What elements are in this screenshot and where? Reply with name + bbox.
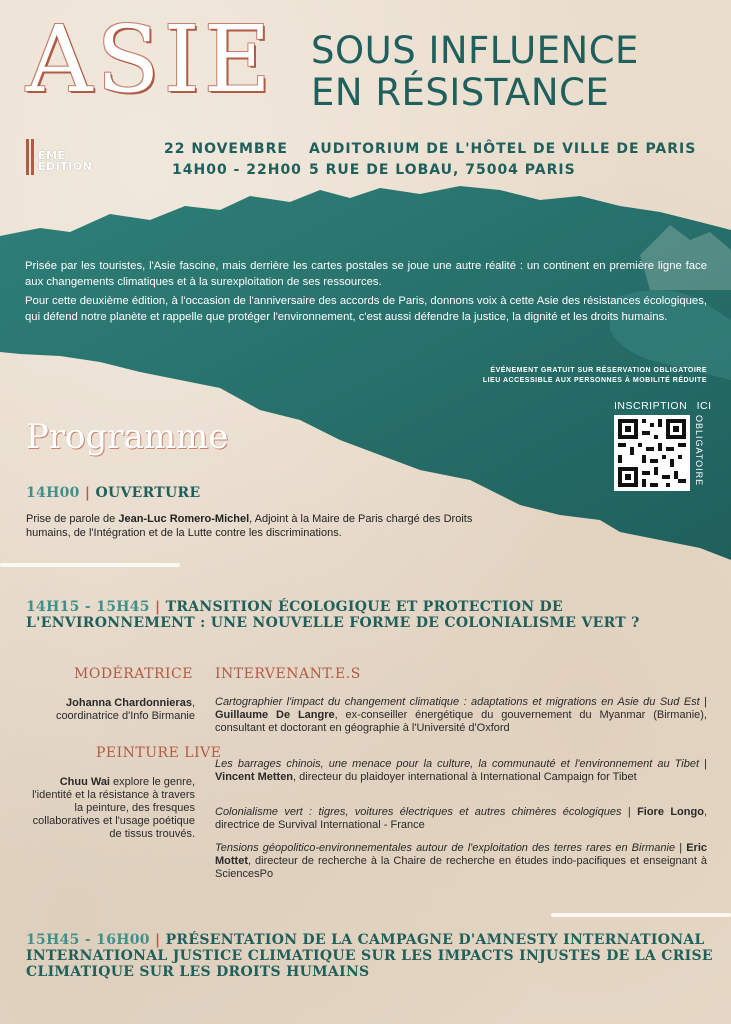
talk-item: Cartographier l'impact du changement climatique : adaptations et migrations en Asie du Sud Est | Guillaume De Langre, ex-conseiller énergétique du gouvernement du Myanmar (Birmanie), consultant et doctorant en géographie à l'Université d'Oxford	[215, 696, 707, 734]
peinture-artist-name: Chuu Wai	[59, 776, 110, 788]
edition-line-2: EDITION	[38, 160, 93, 173]
slot-2-time: 14H15 - 15H45	[26, 599, 150, 615]
talk-item: Colonialisme vert : tigres, voitures électriques et autres chimères écologiques | Fiore Longo, directrice de Survival International - France	[215, 806, 707, 831]
talk-speaker: Guillaume De Langre	[215, 709, 335, 721]
slot-1-description	[26, 512, 486, 540]
slot-3-title: PRÉSENTATION DE LA CAMPAGNE D'AMNESTY INTERNATIONAL INTERNATIONAL JUSTICE CLIMATIQUE SUR LES IMPACTS INJUSTES DE LA CRISE CLIMATIQUE SUR LES DROITS HUMAINS	[26, 932, 713, 980]
peinture-text: explore le genre, l'identité et la résistance à travers la peinture, des fresques collaboratives et l'usage poétique de tissus trouvés.	[32, 776, 195, 840]
subtitle-line-2: EN RÉSISTANCE	[311, 71, 610, 114]
qr-code-icon[interactable]	[614, 415, 690, 491]
slot-3-time: 15H45 - 16H00	[26, 932, 150, 948]
talk-speaker: Fiore Longo	[637, 806, 704, 818]
talk-speaker: Eric Mottet	[215, 842, 707, 867]
intro-paragraph-2: Pour cette deuxième édition, à l'occasion de l'anniversaire des accords de Paris, donnons voix à cette Asie des résistances écologiques, qui défend notre planète et rappelle que protéger l'environnement, c'est aussi défendre la justice, la dignité et les droits humains.	[25, 295, 707, 323]
slot-1-text-post: , Adjoint à la Maire de Paris chargé des Droits humains, de l'Intégration et de la Lutte contre les discriminations.	[26, 513, 473, 539]
main-title: ASIE	[26, 6, 275, 113]
event-address: 5 RUE DE LOBAU, 75004 PARIS	[309, 162, 576, 178]
subtitle-line-1: SOUS INFLUENCE	[311, 29, 639, 72]
slot-2-title: TRANSITION ÉCOLOGIQUE ET PROTECTION DE L'ENVIRONNEMENT : UNE NOUVELLE FORME DE COLONIALISME VERT ?	[26, 599, 640, 631]
accessibility-note: LIEU ACCESSIBLE AUX PERSONNES À MOBILITÉ RÉDUITE	[482, 377, 707, 384]
edition-roman-mark	[31, 139, 34, 175]
slot-1-heading: 14H00 | OUVERTURE	[26, 485, 201, 501]
talk-item: Tensions géopolitico-environnementales autour de l'exploitation des terres rares en Birmanie | Eric Mottet, directeur de recherche à la Chaire de recherche en études indo-pacifiques et enseignant à SciencesPo	[215, 842, 707, 880]
inscription-link[interactable]: ICI	[696, 400, 712, 412]
moderatrice-role: coordinatrice d'Info Birmanie	[55, 710, 195, 722]
talk-role: , directeur de recherche à la Chaire de recherche en études indo-pacifiques et enseignant à SciencesPo	[215, 855, 707, 880]
talk-role: , directrice de Survival International - France	[215, 806, 707, 831]
talk-item: Les barrages chinois, une menace pour la culture, la communauté et l'environnement au Tibet | Vincent Metten, directeur du plaidoyer international à International Campaign for Tibet	[215, 758, 707, 783]
programme-title: Programme	[26, 417, 229, 457]
moderatrice-info: Johanna Chardonnieras, coordinatrice d'Info Birmanie	[55, 697, 195, 722]
event-hours: 14H00 - 22H00	[172, 162, 302, 178]
slot-2-heading: 14H15 - 15H45 | TRANSITION ÉCOLOGIQUE ET PROTECTION DE L'ENVIRONNEMENT : UNE NOUVELLE FORME DE COLONIALISME VERT ?	[26, 599, 640, 631]
talk-speaker: Vincent Metten	[215, 771, 294, 783]
free-event-note: ÉVÉNEMENT GRATUIT SUR RÉSERVATION OBLIGATOIRE	[490, 367, 707, 374]
slot-1-speaker: Jean-Luc Romero-Michel	[118, 513, 250, 525]
event-date: 22 NOVEMBRE	[164, 141, 288, 157]
intro-paragraph-1: Prisée par les touristes, l'Asie fascine, mais derrière les cartes postales se joue une autre réalité : un continent en première ligne face aux changements climatiques et à la surexploitation de ses ressources.	[25, 260, 707, 288]
edition-roman-mark	[26, 139, 29, 175]
edition-label	[38, 150, 92, 172]
talk-role: , ex-conseiller énergétique du gouvernement du Myanmar (Birmanie), consultant et doctorant en géographie à l'Université d'Oxford	[215, 709, 707, 734]
intervenants-heading: INTERVENANT.E.S	[215, 666, 361, 682]
talk-title: Tensions géopolitico-environnementales autour de l'exploitation des terres rares en Birmanie	[215, 842, 676, 854]
event-venue: AUDITORIUM DE L'HÔTEL DE VILLE DE PARIS	[309, 141, 697, 157]
inscription-text: INSCRIPTION	[614, 400, 688, 412]
obligatoire-vertical-label: OBLIGATOIRE	[694, 415, 704, 487]
slot-1-title: OUVERTURE	[95, 485, 201, 501]
slot-1-time: 14H00	[26, 485, 80, 501]
moderatrice-name: Johanna Chardonnieras	[66, 697, 192, 709]
peinture-info	[25, 776, 195, 841]
moderatrice-heading: MODÉRATRICE	[74, 666, 193, 682]
talk-title: Colonialisme vert : tigres, voitures électriques et autres chimères écologiques	[215, 806, 622, 818]
edition-line-1: ÈME	[38, 149, 66, 162]
slot-1-text-pre: Prise de parole de	[26, 513, 119, 525]
talk-role: , directeur du plaidoyer international à International Campaign for Tibet	[293, 771, 637, 783]
peinture-live-heading: PEINTURE LIVE	[96, 745, 222, 761]
slot-3-heading: 15H45 - 16H00 | PRÉSENTATION DE LA CAMPAGNE D'AMNESTY INTERNATIONAL INTERNATIONAL JUSTICE CLIMATIQUE SUR LES IMPACTS INJUSTES DE LA CRISE CLIMATIQUE SUR LES DROITS HUMAINS	[26, 932, 713, 980]
inscription-label[interactable]	[614, 400, 712, 412]
talk-title: Cartographier l'impact du changement climatique : adaptations et migrations en Asie du Sud Est	[215, 696, 700, 708]
talk-title: Les barrages chinois, une menace pour la culture, la communauté et l'environnement au Tibet	[215, 758, 700, 770]
